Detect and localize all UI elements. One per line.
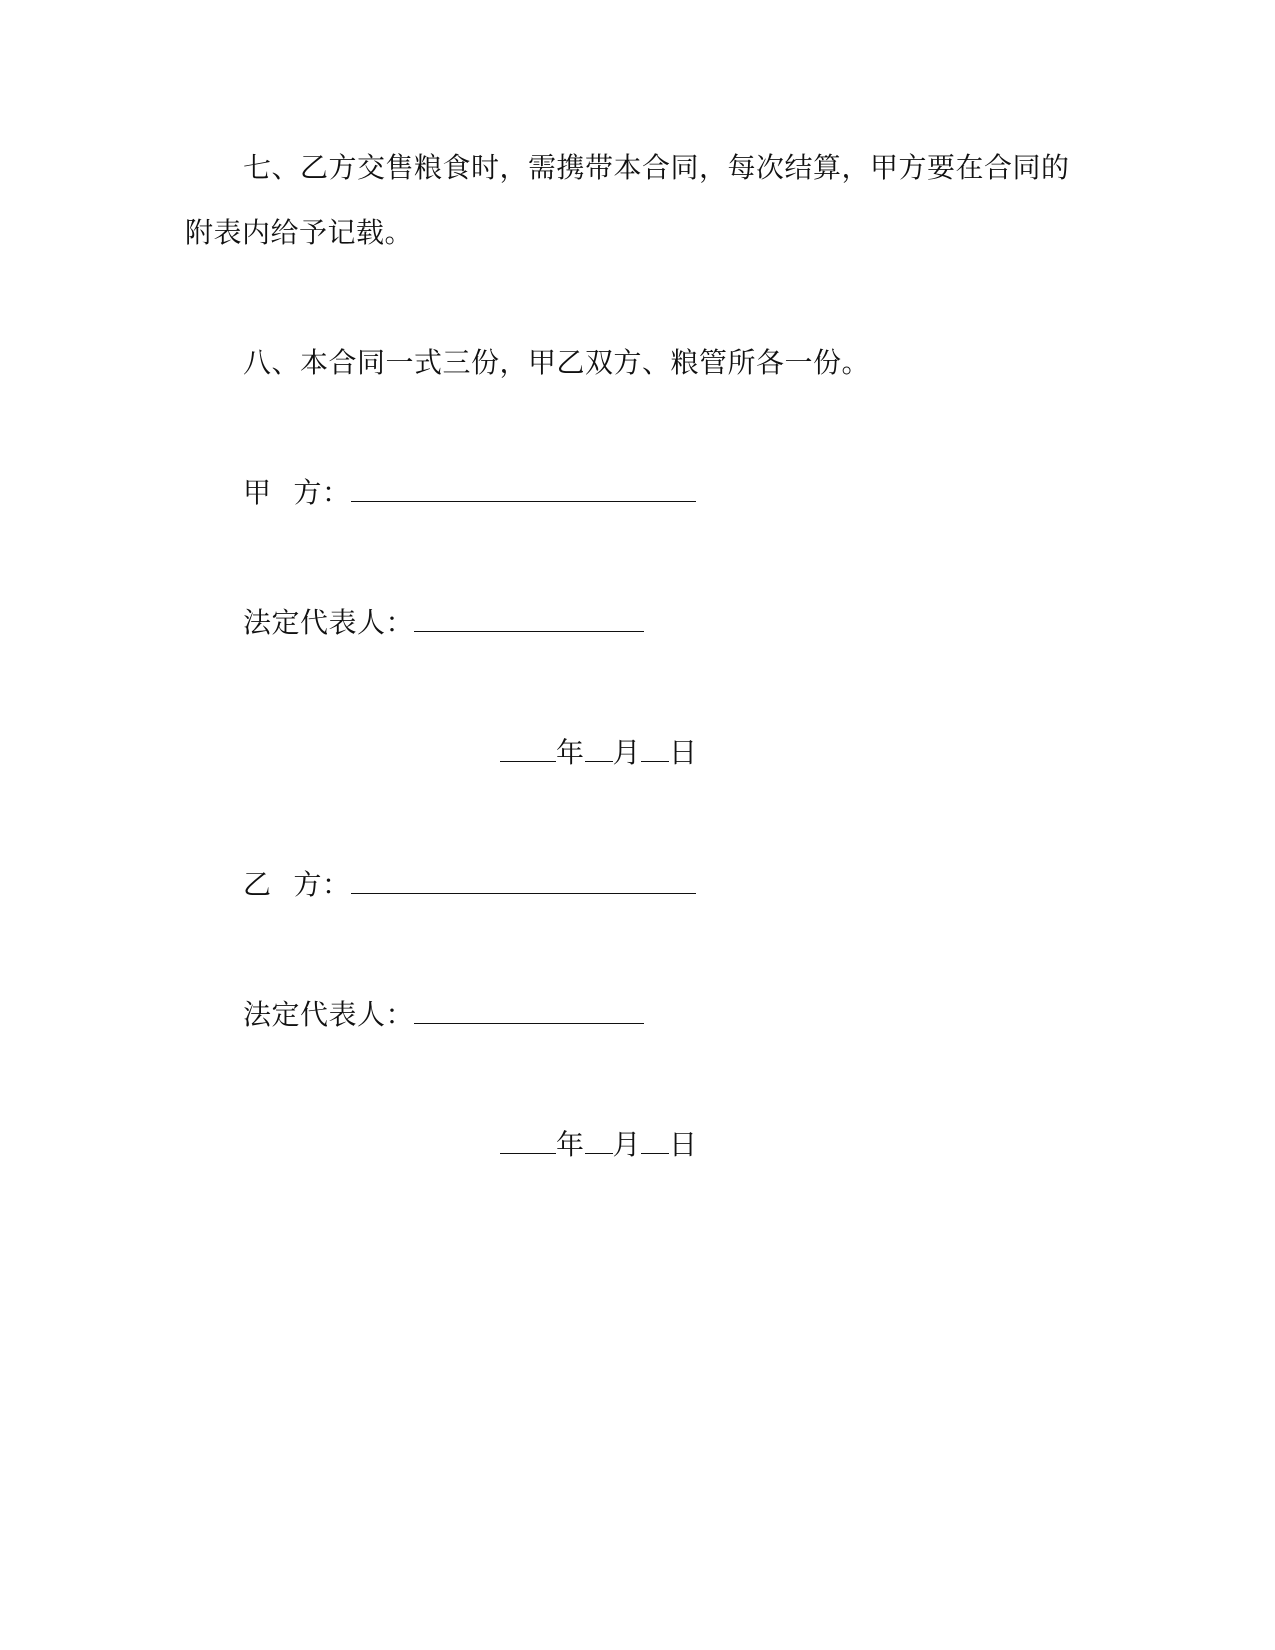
- party-b-day-label: 日: [669, 1128, 698, 1161]
- party-b-representative-line: [243, 997, 644, 1033]
- party-b-label-char2: 方：: [293, 868, 351, 901]
- party-b-date-line: [500, 1127, 698, 1163]
- party-b-rep-label: 法定代表人：: [243, 998, 415, 1031]
- party-b-month-label: 月: [612, 1128, 642, 1161]
- party-b-name-blank[interactable]: [351, 867, 696, 894]
- party-a-rep-label: 法定代表人：: [243, 606, 415, 639]
- clause-7-line-1: 七、乙方交售粮食时，需携带本合同，每次结算，甲方要在合同的: [243, 151, 1070, 184]
- party-b-rep-blank[interactable]: [414, 997, 644, 1024]
- party-a-year-label: 年: [556, 736, 585, 769]
- party-a-label-char1: 甲: [243, 476, 272, 509]
- party-a-rep-blank[interactable]: [414, 605, 644, 632]
- party-a-name-blank[interactable]: [351, 475, 696, 502]
- clause-8: 八、本合同一式三份，甲乙双方、粮管所各一份。: [243, 346, 871, 379]
- party-b-day-blank[interactable]: [641, 1127, 669, 1154]
- party-b-year-label: 年: [556, 1128, 585, 1161]
- party-a-day-label: 日: [669, 736, 698, 769]
- party-b-label-char1: 乙: [243, 868, 272, 901]
- party-a-label-char2: 方：: [293, 476, 351, 509]
- party-a-day-blank[interactable]: [641, 735, 669, 762]
- party-a-representative-line: [243, 605, 644, 641]
- party-a-month-label: 月: [612, 736, 642, 769]
- party-b-signature-line: [243, 867, 696, 903]
- party-b-month-blank[interactable]: [585, 1127, 613, 1154]
- clause-7-line-2: 附表内给予记载。: [185, 216, 414, 249]
- party-a-date-line: [500, 735, 698, 771]
- party-a-year-blank[interactable]: [500, 735, 556, 762]
- party-a-signature-line: [243, 475, 696, 511]
- party-a-month-blank[interactable]: [585, 735, 613, 762]
- party-b-year-blank[interactable]: [500, 1127, 556, 1154]
